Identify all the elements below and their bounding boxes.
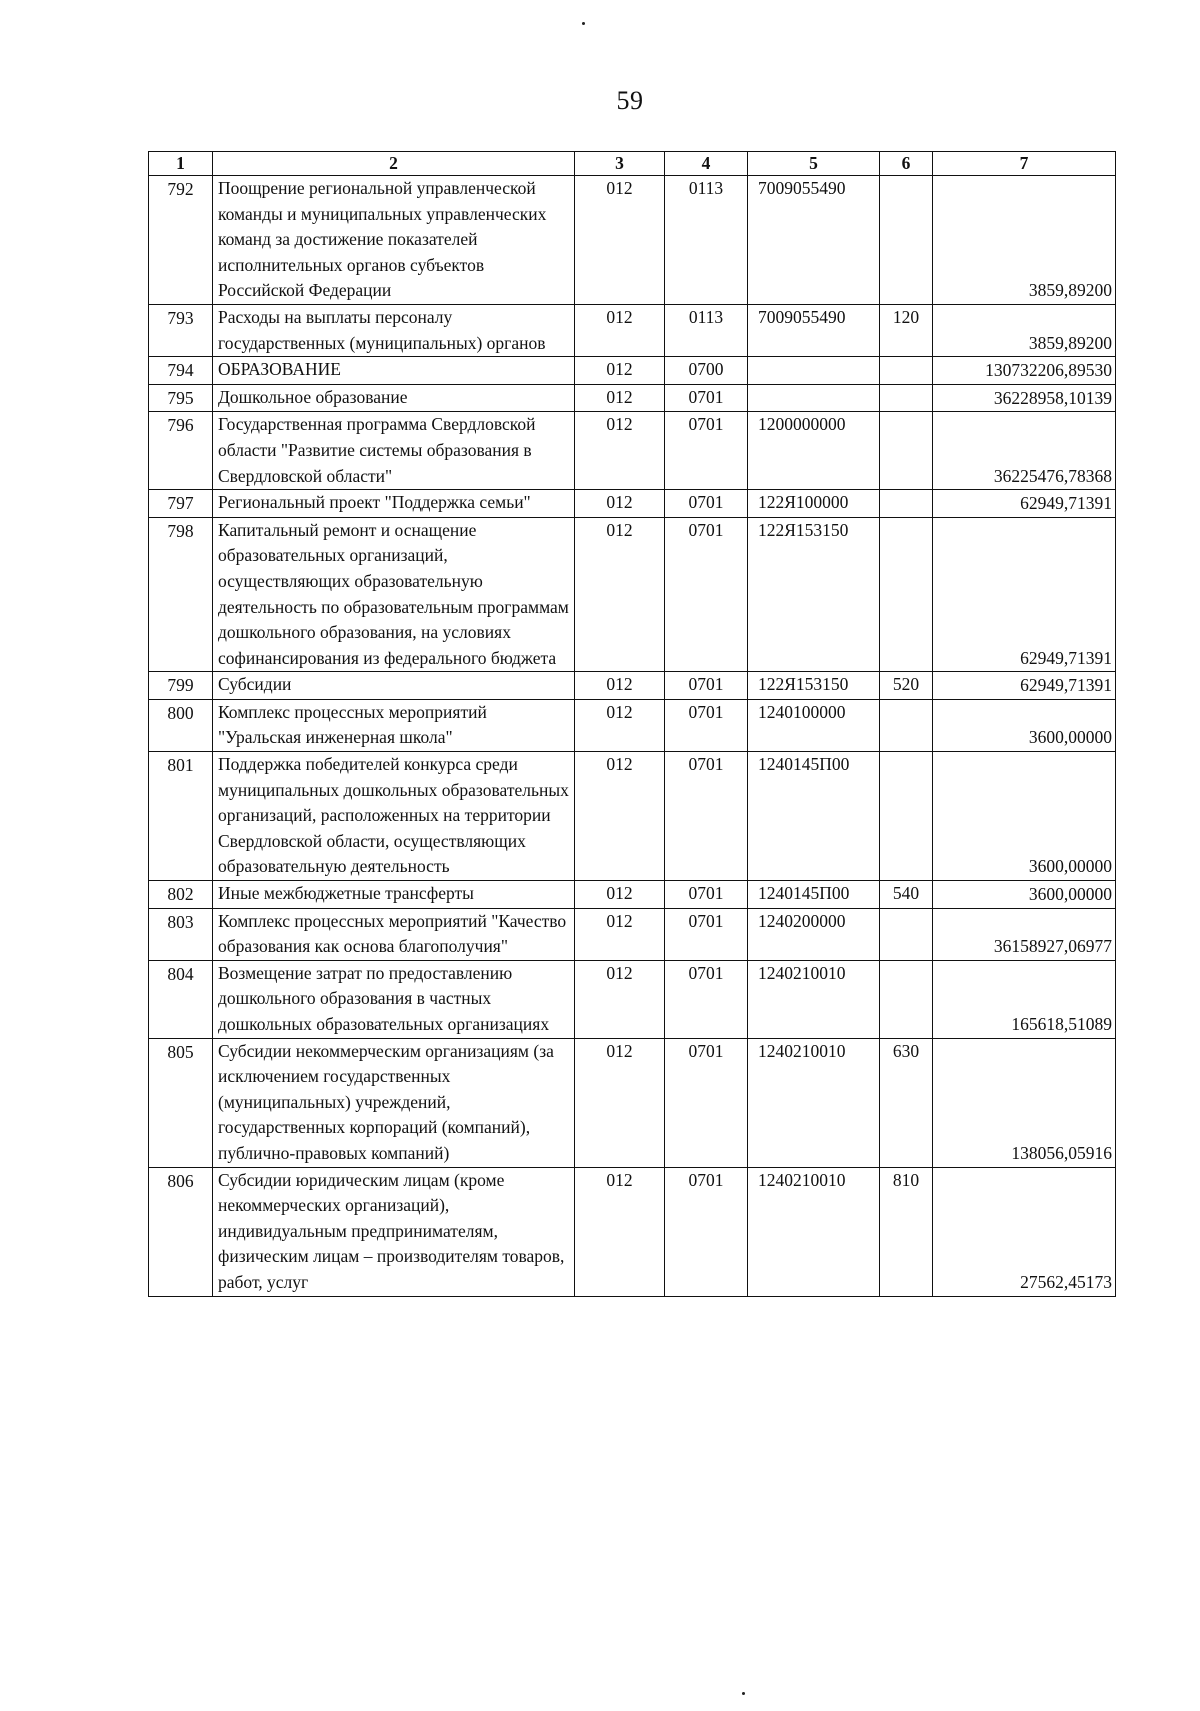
row-number: 803 xyxy=(149,908,213,960)
row-ved-code: 012 xyxy=(575,1038,665,1167)
row-section-code: 0701 xyxy=(665,699,748,751)
row-section-code: 0701 xyxy=(665,752,748,881)
row-target-code xyxy=(748,357,880,385)
row-name: Субсидии юридическим лицам (кроме некоммерческих организаций), индивидуальным предпринимателям, физическим лицам – производителям товаров, работ, услуг xyxy=(213,1167,575,1296)
row-amount: 3859,89200 xyxy=(933,176,1116,305)
row-ved-code: 012 xyxy=(575,384,665,412)
row-number: 797 xyxy=(149,490,213,518)
table-row xyxy=(149,304,1116,356)
table-row xyxy=(149,960,1116,1038)
row-expense-type xyxy=(880,699,933,751)
row-target-code: 1240200000 xyxy=(748,908,880,960)
header-col-5: 5 xyxy=(748,152,880,176)
row-number: 801 xyxy=(149,752,213,881)
page-number: 59 xyxy=(616,86,644,115)
table-row xyxy=(149,1038,1116,1167)
row-ved-code: 012 xyxy=(575,699,665,751)
row-number: 802 xyxy=(149,881,213,909)
row-section-code: 0701 xyxy=(665,908,748,960)
budget-table xyxy=(148,151,1116,1297)
row-target-code xyxy=(748,384,880,412)
scan-speck-bottom xyxy=(742,1692,745,1695)
row-target-code: 1240145П00 xyxy=(748,752,880,881)
table-row xyxy=(149,490,1116,518)
row-number: 804 xyxy=(149,960,213,1038)
row-section-code: 0701 xyxy=(665,1038,748,1167)
row-ved-code: 012 xyxy=(575,304,665,356)
row-name: Субсидии xyxy=(213,672,575,700)
table-row xyxy=(149,881,1116,909)
row-section-code: 0701 xyxy=(665,412,748,490)
row-section-code: 0701 xyxy=(665,960,748,1038)
row-expense-type xyxy=(880,412,933,490)
row-amount: 138056,05916 xyxy=(933,1038,1116,1167)
row-target-code: 1200000000 xyxy=(748,412,880,490)
row-amount: 3859,89200 xyxy=(933,304,1116,356)
row-section-code: 0113 xyxy=(665,176,748,305)
table-row xyxy=(149,412,1116,490)
row-name: Возмещение затрат по предоставлению дошкольного образования в частных дошкольных образовательных организациях xyxy=(213,960,575,1038)
row-name: Расходы на выплаты персоналу государственных (муниципальных) органов xyxy=(213,304,575,356)
row-target-code: 7009055490 xyxy=(748,304,880,356)
header-col-1: 1 xyxy=(149,152,213,176)
row-expense-type: 120 xyxy=(880,304,933,356)
row-amount: 36158927,06977 xyxy=(933,908,1116,960)
row-amount: 3600,00000 xyxy=(933,699,1116,751)
header-row xyxy=(149,152,1116,176)
header-col-3: 3 xyxy=(575,152,665,176)
row-target-code: 122Я100000 xyxy=(748,490,880,518)
table-row xyxy=(149,357,1116,385)
row-ved-code: 012 xyxy=(575,176,665,305)
row-name: Поощрение региональной управленческой команды и муниципальных управленческих команд за достижение показателей исполнительных органов субъектов Российской Федерации xyxy=(213,176,575,305)
row-name: Комплекс процессных мероприятий "Уральская инженерная школа" xyxy=(213,699,575,751)
row-number: 796 xyxy=(149,412,213,490)
row-name: Дошкольное образование xyxy=(213,384,575,412)
row-ved-code: 012 xyxy=(575,672,665,700)
row-target-code: 1240100000 xyxy=(748,699,880,751)
row-ved-code: 012 xyxy=(575,752,665,881)
row-expense-type xyxy=(880,357,933,385)
row-ved-code: 012 xyxy=(575,960,665,1038)
row-amount: 62949,71391 xyxy=(933,490,1116,518)
row-name: Субсидии некоммерческим организациям (за исключением государственных (муниципальных) учреждений, государственных корпораций (компаний), публично-правовых компаний) xyxy=(213,1038,575,1167)
scan-speck-top xyxy=(582,22,585,25)
row-target-code: 1240210010 xyxy=(748,1167,880,1296)
table-row xyxy=(149,672,1116,700)
row-expense-type: 520 xyxy=(880,672,933,700)
row-number: 800 xyxy=(149,699,213,751)
row-ved-code: 012 xyxy=(575,412,665,490)
row-name: Государственная программа Свердловской области "Развитие системы образования в Свердловской области" xyxy=(213,412,575,490)
row-target-code: 122Я153150 xyxy=(748,517,880,672)
table-row xyxy=(149,176,1116,305)
row-expense-type xyxy=(880,517,933,672)
row-name: Комплекс процессных мероприятий "Качество образования как основа благополучия" xyxy=(213,908,575,960)
row-amount: 62949,71391 xyxy=(933,517,1116,672)
row-target-code: 1240145П00 xyxy=(748,881,880,909)
row-name: Региональный проект "Поддержка семьи" xyxy=(213,490,575,518)
table-row xyxy=(149,699,1116,751)
row-target-code: 122Я153150 xyxy=(748,672,880,700)
row-ved-code: 012 xyxy=(575,490,665,518)
row-amount: 36228958,10139 xyxy=(933,384,1116,412)
row-target-code: 1240210010 xyxy=(748,1038,880,1167)
row-target-code: 7009055490 xyxy=(748,176,880,305)
row-amount: 62949,71391 xyxy=(933,672,1116,700)
row-amount: 36225476,78368 xyxy=(933,412,1116,490)
row-section-code: 0113 xyxy=(665,304,748,356)
table-row xyxy=(149,908,1116,960)
row-expense-type xyxy=(880,960,933,1038)
row-ved-code: 012 xyxy=(575,881,665,909)
header-col-2: 2 xyxy=(213,152,575,176)
row-expense-type xyxy=(880,490,933,518)
row-name: ОБРАЗОВАНИЕ xyxy=(213,357,575,385)
row-ved-code: 012 xyxy=(575,908,665,960)
row-amount: 130732206,89530 xyxy=(933,357,1116,385)
row-ved-code: 012 xyxy=(575,1167,665,1296)
row-number: 806 xyxy=(149,1167,213,1296)
row-expense-type xyxy=(880,384,933,412)
header-col-7: 7 xyxy=(933,152,1116,176)
row-expense-type: 630 xyxy=(880,1038,933,1167)
table-row xyxy=(149,752,1116,881)
row-name: Поддержка победителей конкурса среди муниципальных дошкольных образовательных организаций, расположенных на территории Свердловской области, осуществляющих образовательную деятельность xyxy=(213,752,575,881)
row-number: 799 xyxy=(149,672,213,700)
row-section-code: 0700 xyxy=(665,357,748,385)
table-row xyxy=(149,517,1116,672)
row-number: 805 xyxy=(149,1038,213,1167)
row-amount: 3600,00000 xyxy=(933,752,1116,881)
row-ved-code: 012 xyxy=(575,357,665,385)
row-expense-type xyxy=(880,752,933,881)
row-section-code: 0701 xyxy=(665,672,748,700)
row-number: 794 xyxy=(149,357,213,385)
row-section-code: 0701 xyxy=(665,1167,748,1296)
table-row xyxy=(149,1167,1116,1296)
header-col-4: 4 xyxy=(665,152,748,176)
row-expense-type: 540 xyxy=(880,881,933,909)
header-col-6: 6 xyxy=(880,152,933,176)
row-name: Иные межбюджетные трансферты xyxy=(213,881,575,909)
row-section-code: 0701 xyxy=(665,490,748,518)
row-expense-type xyxy=(880,908,933,960)
row-section-code: 0701 xyxy=(665,384,748,412)
row-number: 792 xyxy=(149,176,213,305)
row-amount: 3600,00000 xyxy=(933,881,1116,909)
row-target-code: 1240210010 xyxy=(748,960,880,1038)
row-number: 798 xyxy=(149,517,213,672)
row-section-code: 0701 xyxy=(665,881,748,909)
row-name: Капитальный ремонт и оснащение образовательных организаций, осуществляющих образовательную деятельность по образовательным программам дошкольного образования, на условиях софинансирования из федерального бюджета xyxy=(213,517,575,672)
row-ved-code: 012 xyxy=(575,517,665,672)
row-number: 793 xyxy=(149,304,213,356)
row-expense-type xyxy=(880,176,933,305)
table-row xyxy=(149,384,1116,412)
row-amount: 27562,45173 xyxy=(933,1167,1116,1296)
row-amount: 165618,51089 xyxy=(933,960,1116,1038)
row-expense-type: 810 xyxy=(880,1167,933,1296)
row-number: 795 xyxy=(149,384,213,412)
row-section-code: 0701 xyxy=(665,517,748,672)
